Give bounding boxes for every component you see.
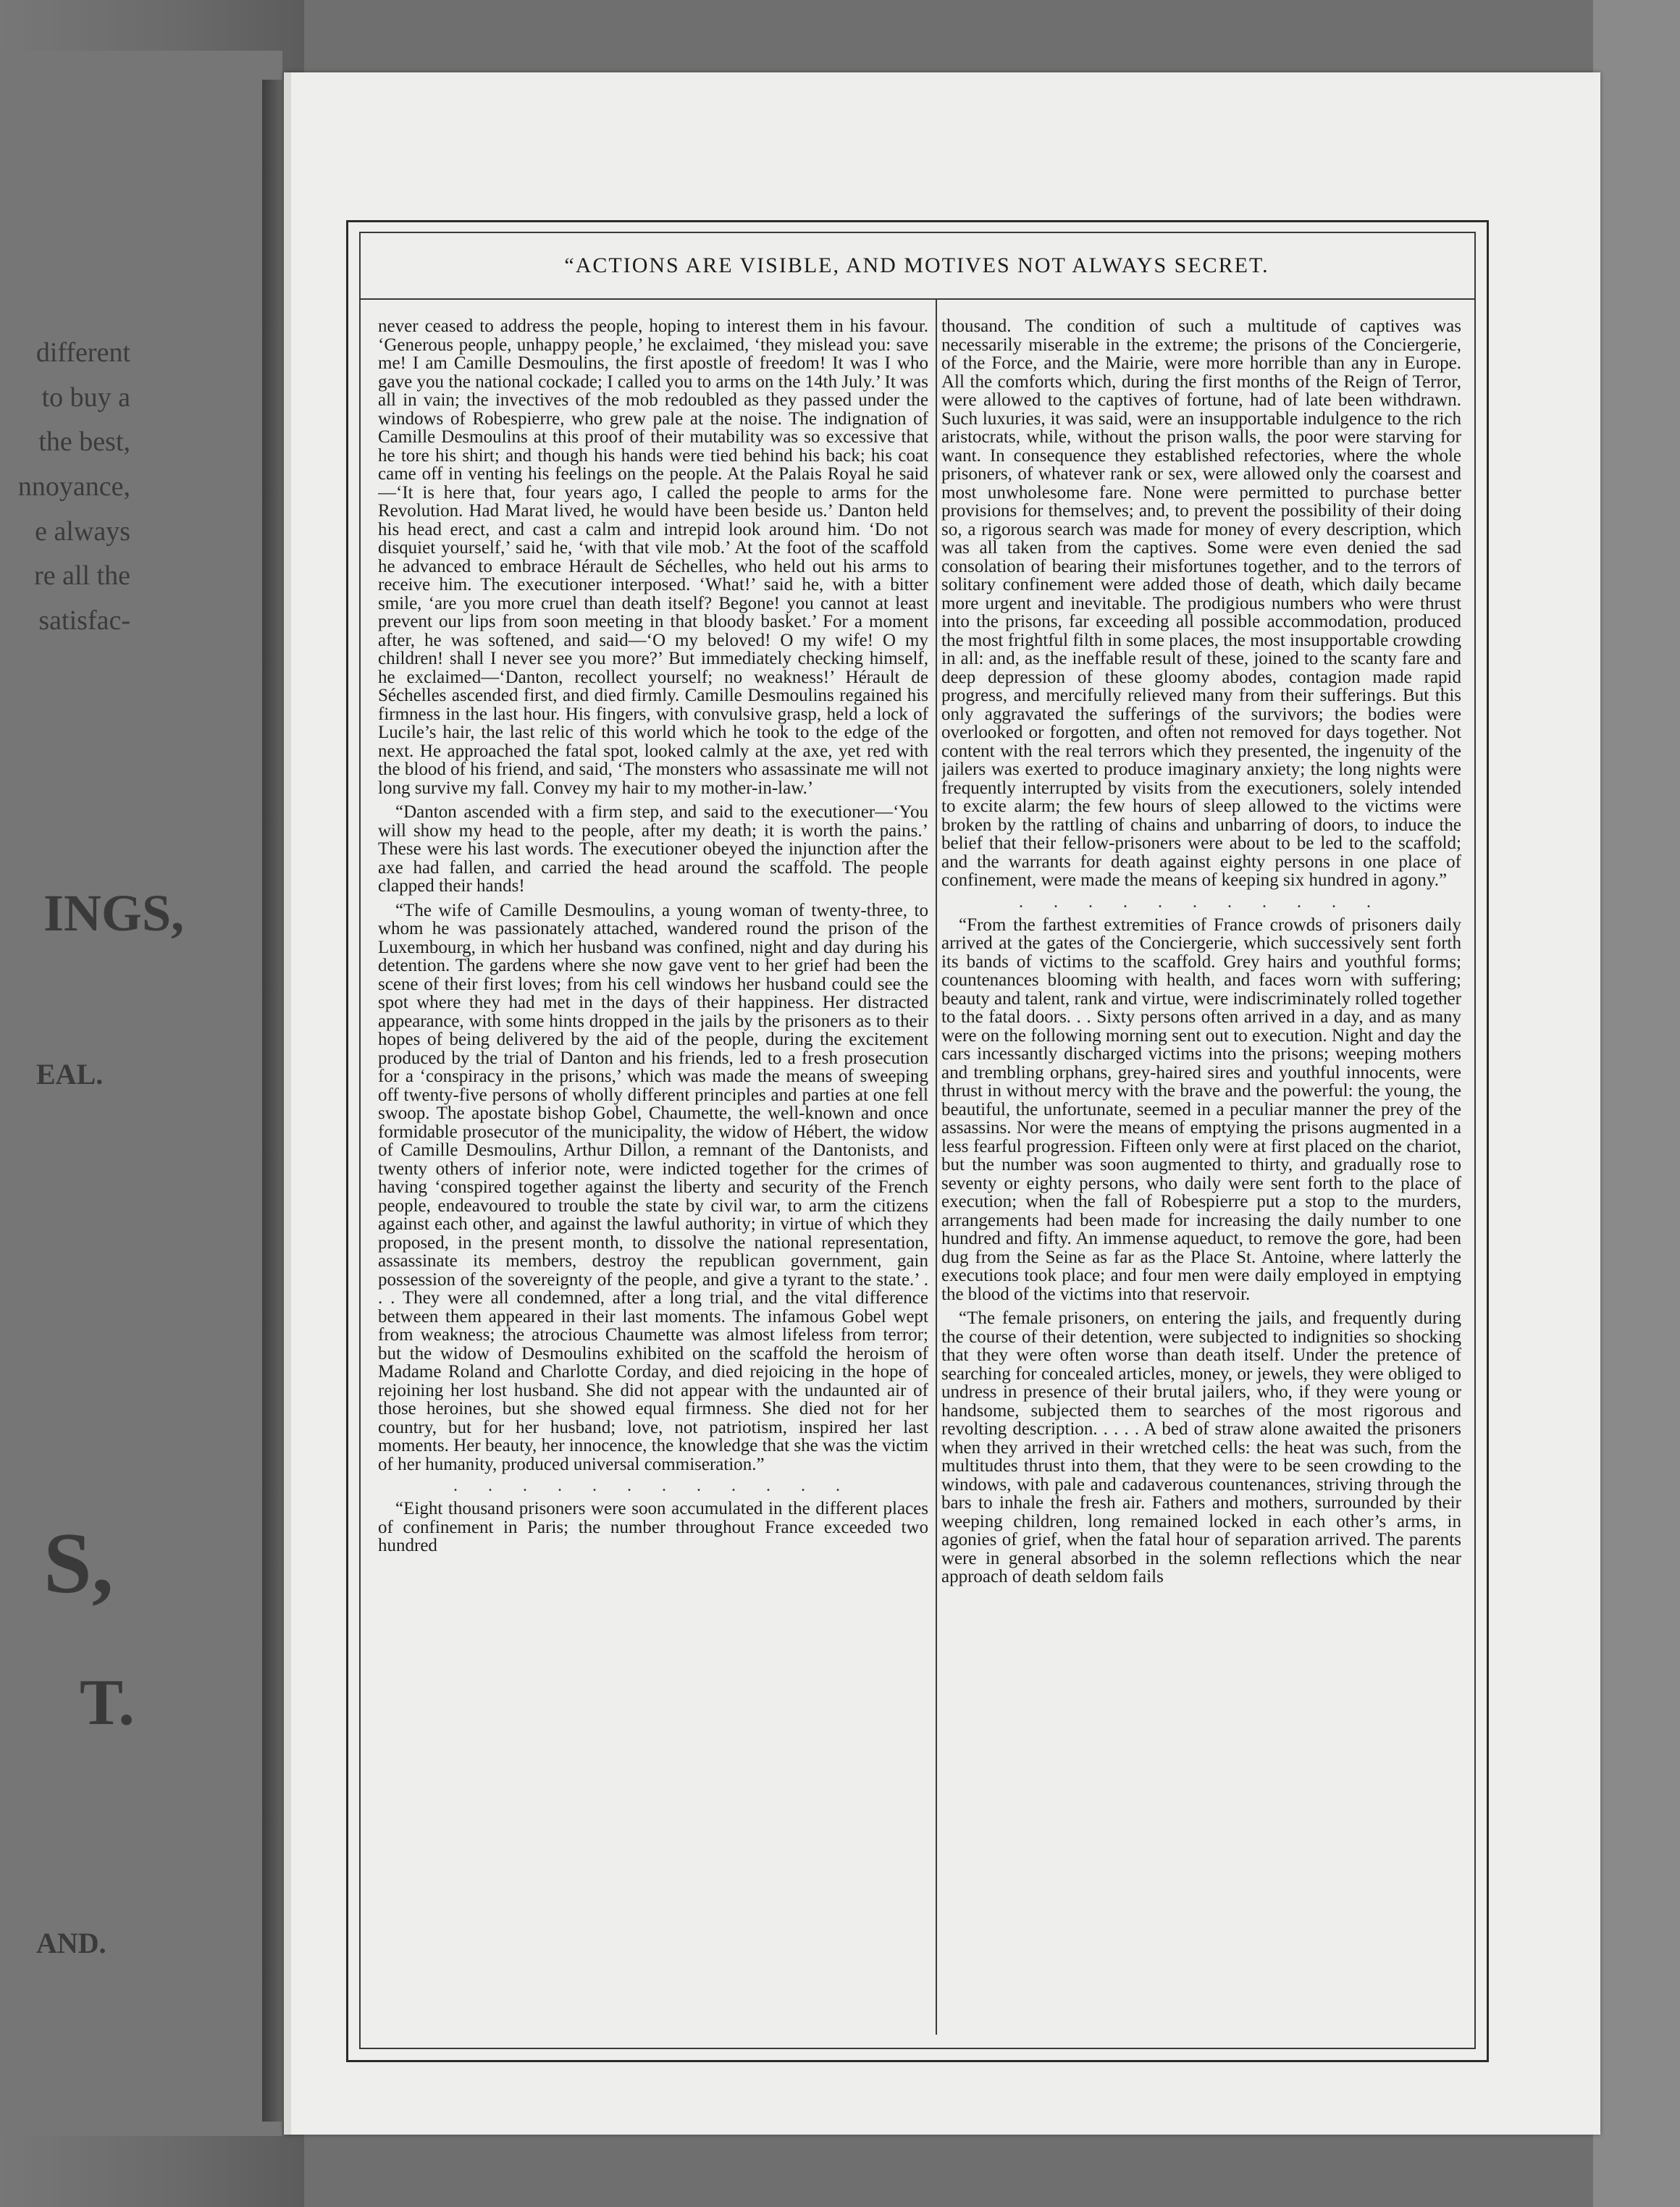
running-header: “ACTIONS ARE VISIBLE, AND MOTIVES NOT ALWAYS SECRET. <box>564 253 1269 277</box>
background-text-line: re all the <box>34 560 130 591</box>
ellipsis-separator: . . . . . . . . . . . . <box>453 1476 853 1495</box>
background-page <box>0 51 282 2136</box>
background-text-line: nnoyance, <box>17 471 130 502</box>
background-heading: EAL. <box>36 1058 104 1090</box>
background-heading: T. <box>80 1667 135 1739</box>
background-text-line: satisfac- <box>38 605 130 636</box>
background-heading: S, <box>43 1515 114 1611</box>
background-text-line: different <box>35 337 130 368</box>
background-text-line: e always <box>35 516 130 547</box>
background-text-line: the best, <box>38 426 130 457</box>
page-edge <box>284 72 291 2135</box>
backdrop-right <box>1593 0 1680 2207</box>
background-footer: AND. <box>36 1927 106 1959</box>
column-divider <box>936 298 937 2035</box>
paragraph: never ceased to address the people, hoping to interest them in his favour. ‘Generous people, unhappy people,’ he exclaimed, ‘they mislead you: save me! I am Camille Desmoulins, the first apostle of freedom! It was I who gave you the national cockade; I called you to arms on the 14th July.’ It was all in vain; the invectives of the mob redoubled as they passed under the windows of Robespierre, who grew pale at the noise. The indignation of Camille Desmoulins at this proof of their mutability was so excessive that he tore his shirt; and though his hands were tied behind his back; his coat came off in venting his feelings on the people. At the Palais Royal he said—‘It is here that, four years ago, I called the people to arms for the Revolution. Had Marat lived, he would have been beside us.’ Danton held his head erect, and cast a calm and intrepid look around him. ‘Do not disquiet yourself,’ said he, ‘with that vile mob.’ At the foot of the scaffold he advanced to embrace Hérault de Séchelles, who held out his arms to receive him. The executioner interposed. ‘What!’ said he, with a bitter smile, ‘are you more cruel than death itself? Begone! you cannot at least prevent our lips from soon meeting in that bloody basket.’ For a moment after, he was softened, and said—‘O my beloved! O my wife! O my children! shall I never see you more?’ But immediately checking himself, he exclaimed—‘Danton, recollect yourself; no weakness!’ Hérault de Séchelles ascended first, and died firmly. Camille Desmoulins regained his firmness in the last hour. His fingers, with convulsive grasp, held a lock of Lucile’s hair, the last relic of this world which he took to the edge of the next. He approached the fatal spot, looked calmly at the axe, yet red with the blood of his friend, and said, ‘The monsters who assassinate me will not long survive my fall. Convey my hair to my mother-in-law.’ <box>378 317 928 798</box>
background-heading: INGS, <box>43 884 185 942</box>
paragraph: thousand. The condition of such a multitude of captives was necessarily miserable in the extreme; the prisons of the Conciergerie, of the Force, and the Mairie, were more horrible than any in Europe. All the comforts which, during the first months of the Reign of Terror, were allowed to the captives of fortune, had of late been withdrawn. Such luxuries, it was said, were an insupportable indulgence to the rich aristocrats, while, without the prison walls, the poor were starving for want. In consequence they established refectories, where the whole prisoners, of whatever rank or sex, were allowed only the coarsest and most unwholesome fare. None were permitted to purchase better provisions for themselves; and, to prevent the possibility of their doing so, a rigorous search was made for money of every description, which was all taken from the captives. Some were even denied the sad consolation of bearing their misfortunes together, and to the terrors of solitary confinement were added those of death, which daily became more urgent and inevitable. The prodigious numbers who were thrust into the prisons, far exceeding all possible accommodation, produced the most frightful filth in some places, the most insupportable crowding in all: and, as the ineffable result of these, joined to the scanty fare and deep depression of these gloomy abodes, contagion made rapid progress, and mercifully relieved many from their sufferings. But this only aggravated the sufferings of the survivors; the bodies were overlooked or forgotten, and often not removed for days together. Not content with the real terrors which they presented, the ingenuity of the jailers was exerted to produce imaginary anxiety; the long nights were frequently interrupted by visits from the executioners, solely intended to excite alarm; the few hours of sleep allowed to the victims were broken by the rattling of chains and unbarring of doors, to induce the belief that their fellow-prisoners were about to be led to the scaffold; and the warrants for death against eighty persons in one place of confinement, were made the means of keeping six hundred in agony.” <box>941 317 1461 890</box>
ellipsis-separator: . . . . . . . . . . . <box>1019 892 1384 912</box>
right-column <box>941 317 1461 2035</box>
paragraph: “The female prisoners, on entering the jails, and frequently during the course of their detention, were subjected to indignities so shocking that they were often worse than death itself. Under the pretence of searching for concealed articles, money, or jewels, they were obliged to undress in presence of their brutal jailers, who, if they were young or handsome, subjected them to searches of the most rigorous and revolting description. . . . . A bed of straw alone awaited the prisoners when they arrived in their wretched cells: the heat was such, from the multitudes thrust into them, that they were to be seen crowding to the windows, with pale and cadaverous countenances, striving through the bars to inhale the fresh air. Fathers and mothers, surrounded by their weeping children, long remained locked in each other’s arms, in agonies of grief, when the fatal hour of separation arrived. The parents were in general absorbed in the solemn reflections which the near approach of death seldom fails <box>941 1308 1461 1586</box>
left-column <box>378 317 928 2035</box>
background-text-line: to buy a <box>41 382 130 413</box>
header-rule <box>359 298 1474 300</box>
paragraph: “The wife of Camille Desmoulins, a young woman of twenty-three, to whom he was passionately attached, wandered round the prison of the Luxembourg, in which her husband was confined, night and day during his detention. The gardens where she now gave vent to her grief had been the scene of their first loves; from his cell windows her husband could see the spot where they had met in the days of their happiness. Her distracted appearance, with some hints dropped in the jails by the prisoners as to their hopes of being delivered by the aid of the people, during the excitement produced by the trial of Danton and his friends, led to a fresh prosecution for a ‘conspiracy in the prisons,’ which was made the means of sweeping off twenty-five persons of wholly different principles and parties at one fell swoop. The apostate bishop Gobel, Chaumette, the well-known and once formidable prosecutor of the municipality, the widow of Hébert, the widow of Camille Desmoulins, Arthur Dillon, a remnant of the Dantonists, and twenty others of inferior note, were indicted together for the crimes of having ‘conspired together against the liberty and security of the French people, endeavoured to trouble the state by civil war, to arm the citizens against each other, and against the lawful authority; in virtue of which they proposed, in the present month, to dissolve the national representation, assassinate its members, destroy the republican government, gain possession of the sovereignty of the people, and give a tyrant to the state.’ . . . They were all condemned, after a long trial, and the vital difference between them appeared in their last moments. The infamous Gobel wept from weakness; the atrocious Chaumette was almost lifeless from terror; but the widow of Desmoulins exhibited on the scaffold the heroism of Madame Roland and Charlotte Corday, and died rejoicing in the hope of rejoining her lost husband. She did not appear with the undaunted air of those heroines, but she showed equal firmness. She died not for her country, but for her husband; love, not patriotism, inspired her last moments. Her beauty, her innocence, the knowledge that she was the victim of her humanity, produced universal commiseration.” <box>378 900 928 1474</box>
book-spine <box>262 80 287 2122</box>
paragraph: “Danton ascended with a firm step, and said to the executioner—‘You will show my head to the people, after my death; it is worth the pains.’ These were his last words. The executioner obeyed the injunction after the axe had fallen, and carried the head around the scaffold. The people clapped their hands! <box>378 802 928 896</box>
paragraph: “Eight thousand prisoners were soon accumulated in the different places of confinement in Paris; the number throughout France exceeded two hundred <box>378 1499 928 1555</box>
paragraph: “From the farthest extremities of France crowds of prisoners daily arrived at the gates of the Conciergerie, which successively sent forth its bands of victims to the scaffold. Grey hairs and youthful forms; countenances blooming with health, and faces worn with suffering; beauty and talent, rank and virtue, were indiscriminately rolled together to the fatal doors. . . Sixty persons often arrived in a day, and as many were on the following morning sent out to execution. Night and day the cars incessantly discharged victims into the prisons; weeping mothers and trembling orphans, grey-haired sires and youthful innocents, were thrust in without mercy with the brave and the powerful: the young, the beautiful, the unfortunate, seemed in a peculiar manner the prey of the assassins. Nor were the means of emptying the prisons augmented in a less fearful progression. Fifteen only were at first placed on the chariot, but the number was soon augmented to thirty, and gradually rose to seventy or eighty persons, who daily were sent forth to the place of execution; when the fall of Robespierre put a stop to the murders, arrangements had been made for increasing the daily number to one hundred and fifty. An immense aqueduct, to remove the gore, had been dug from the Seine as far as the Place St. Antoine, where latterly the executions took place; and four men were daily employed in emptying the blood of the victims into that reservoir. <box>941 915 1461 1304</box>
